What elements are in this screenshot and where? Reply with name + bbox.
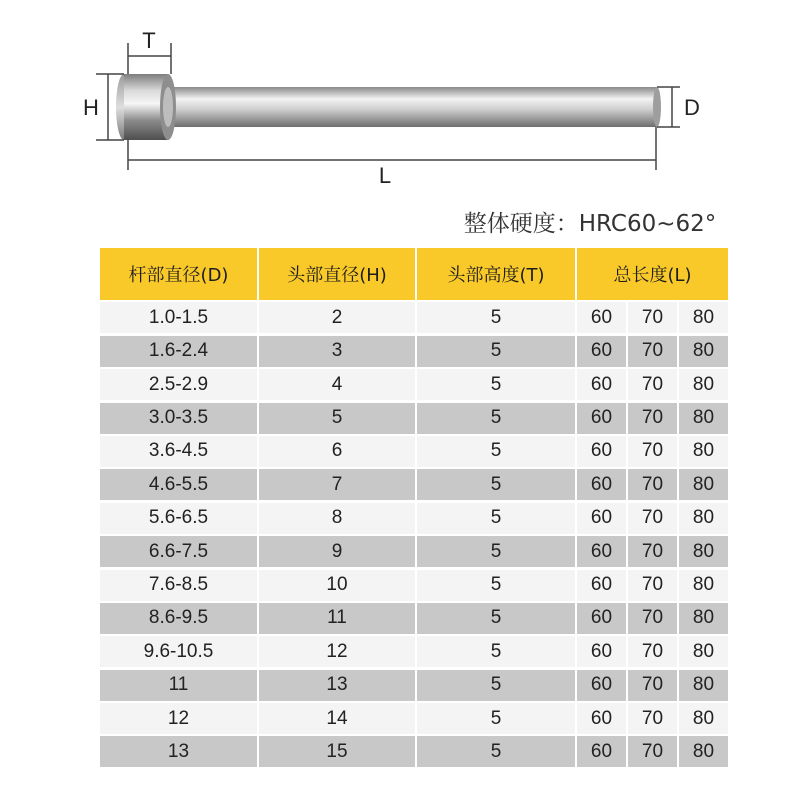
- cell-total-length-group: [575, 469, 728, 500]
- cell-shank-diameter: 11: [100, 670, 257, 701]
- cell-total-length: 70: [626, 302, 677, 333]
- cell-total-length: 60: [590, 707, 613, 729]
- cell-head-height: 5: [415, 336, 575, 367]
- cell-shank-diameter: 3.6-4.5: [100, 436, 257, 467]
- cell-total-length: 70: [626, 670, 677, 701]
- cell-total-length: 60: [590, 540, 613, 562]
- dimension-d-label: D: [684, 95, 700, 120]
- cell-head-diameter: 10: [257, 570, 415, 601]
- cell-head-diameter: 9: [257, 536, 415, 567]
- dimension-l-label: L: [378, 163, 392, 188]
- pin-shaft: [165, 87, 661, 127]
- cell-head-height: 5: [415, 636, 575, 667]
- cell-head-diameter: 11: [257, 603, 415, 634]
- cell-total-length: 60: [590, 340, 613, 362]
- table-header-row: [100, 248, 728, 300]
- cell-head-diameter: 4: [257, 369, 415, 400]
- cell-total-length: 70: [626, 469, 677, 500]
- cell-head-height: 5: [415, 536, 575, 567]
- cell-shank-diameter: 6.6-7.5: [100, 536, 257, 567]
- header-shank-diameter: 杆部直径(D): [100, 248, 257, 300]
- cell-shank-diameter: 13: [100, 736, 257, 767]
- cell-total-length: 70: [626, 336, 677, 367]
- cell-total-length: 70: [626, 403, 677, 434]
- cell-head-height: 5: [415, 436, 575, 467]
- cell-total-length: 80: [677, 302, 728, 333]
- cell-total-length: 70: [626, 736, 677, 767]
- hardness-note: 整体硬度：HRC60~62°: [463, 211, 717, 237]
- cell-shank-diameter: 1.6-2.4: [100, 336, 257, 367]
- spec-table: [100, 248, 728, 767]
- table-row: [100, 636, 728, 667]
- cell-total-length: 60: [590, 574, 613, 596]
- cell-total-length: 70: [626, 369, 677, 400]
- cell-total-length-group: [575, 302, 728, 333]
- cell-total-length: 70: [626, 603, 677, 634]
- header-total-length: 总长度(L): [575, 248, 728, 300]
- cell-head-diameter: 6: [257, 436, 415, 467]
- cell-head-diameter: 14: [257, 703, 415, 734]
- cell-total-length: 80: [677, 403, 728, 434]
- cell-head-diameter: 2: [257, 302, 415, 333]
- cell-total-length: 60: [590, 473, 613, 495]
- cell-total-length: 60: [590, 373, 613, 395]
- cell-total-length: 80: [677, 603, 728, 634]
- cell-total-length-group: [575, 369, 728, 400]
- table-row: [100, 436, 728, 467]
- cell-shank-diameter: 12: [100, 703, 257, 734]
- cell-total-length-group: [575, 336, 728, 367]
- table-row: [100, 736, 728, 767]
- table-row: [100, 670, 728, 701]
- table-row: [100, 536, 728, 567]
- table-row: [100, 403, 728, 434]
- dimension-t-label: T: [142, 28, 156, 53]
- table-row: [100, 336, 728, 367]
- cell-head-height: 5: [415, 736, 575, 767]
- cell-total-length-group: [575, 503, 728, 534]
- cell-total-length: 70: [626, 703, 677, 734]
- cell-shank-diameter: 9.6-10.5: [100, 636, 257, 667]
- table-row: [100, 570, 728, 601]
- header-head-height: 头部高度(T): [415, 248, 575, 300]
- cell-total-length: 80: [677, 736, 728, 767]
- cell-head-diameter: 13: [257, 670, 415, 701]
- cell-head-height: 5: [415, 469, 575, 500]
- dimension-l: [128, 127, 656, 170]
- cell-total-length: 80: [677, 436, 728, 467]
- cell-total-length: 60: [590, 674, 613, 696]
- cell-total-length: 80: [677, 670, 728, 701]
- cell-head-diameter: 5: [257, 403, 415, 434]
- cell-head-diameter: 15: [257, 736, 415, 767]
- cell-shank-diameter: 8.6-9.5: [100, 603, 257, 634]
- cell-head-height: 5: [415, 369, 575, 400]
- cell-head-diameter: 8: [257, 503, 415, 534]
- cell-total-length: 60: [590, 440, 613, 462]
- cell-total-length: 70: [626, 536, 677, 567]
- ejector-pin-diagram: [0, 0, 800, 200]
- cell-total-length: 70: [626, 636, 677, 667]
- cell-total-length-group: [575, 703, 728, 734]
- cell-total-length: 70: [626, 570, 677, 601]
- cell-shank-diameter: 1.0-1.5: [100, 302, 257, 333]
- cell-head-diameter: 3: [257, 336, 415, 367]
- cell-total-length: 60: [590, 407, 613, 429]
- cell-total-length: 60: [590, 640, 613, 662]
- cell-shank-diameter: 4.6-5.5: [100, 469, 257, 500]
- cell-head-diameter: 7: [257, 469, 415, 500]
- cell-shank-diameter: 3.0-3.5: [100, 403, 257, 434]
- cell-head-diameter: 12: [257, 636, 415, 667]
- cell-total-length: 80: [677, 536, 728, 567]
- cell-total-length-group: [575, 670, 728, 701]
- cell-total-length-group: [575, 536, 728, 567]
- cell-total-length: 80: [677, 503, 728, 534]
- cell-total-length: 60: [590, 607, 613, 629]
- cell-total-length: 80: [677, 570, 728, 601]
- table-row: [100, 503, 728, 534]
- cell-shank-diameter: 5.6-6.5: [100, 503, 257, 534]
- cell-total-length-group: [575, 436, 728, 467]
- cell-head-height: 5: [415, 570, 575, 601]
- cell-total-length-group: [575, 636, 728, 667]
- table-row: [100, 703, 728, 734]
- cell-head-height: 5: [415, 302, 575, 333]
- cell-head-height: 5: [415, 670, 575, 701]
- table-row: [100, 603, 728, 634]
- cell-total-length-group: [575, 603, 728, 634]
- cell-total-length: 80: [677, 469, 728, 500]
- pin-head: [116, 74, 176, 140]
- cell-total-length-group: [575, 403, 728, 434]
- table-row: [100, 302, 728, 333]
- cell-head-height: 5: [415, 403, 575, 434]
- dimension-h-label: H: [83, 95, 99, 120]
- header-head-diameter: 头部直径(H): [257, 248, 415, 300]
- cell-total-length: 80: [677, 703, 728, 734]
- cell-total-length: 70: [626, 436, 677, 467]
- cell-total-length: 70: [626, 503, 677, 534]
- cell-total-length: 80: [677, 336, 728, 367]
- table-row: [100, 369, 728, 400]
- table-row: [100, 469, 728, 500]
- cell-shank-diameter: 7.6-8.5: [100, 570, 257, 601]
- cell-total-length-group: [575, 570, 728, 601]
- cell-total-length: 60: [590, 507, 613, 529]
- cell-total-length: 60: [590, 740, 613, 762]
- cell-head-height: 5: [415, 503, 575, 534]
- cell-head-height: 5: [415, 603, 575, 634]
- cell-total-length: 80: [677, 369, 728, 400]
- cell-total-length: 60: [590, 306, 613, 328]
- table-body: [100, 302, 728, 767]
- cell-head-height: 5: [415, 703, 575, 734]
- cell-total-length-group: [575, 736, 728, 767]
- cell-total-length: 80: [677, 636, 728, 667]
- cell-shank-diameter: 2.5-2.9: [100, 369, 257, 400]
